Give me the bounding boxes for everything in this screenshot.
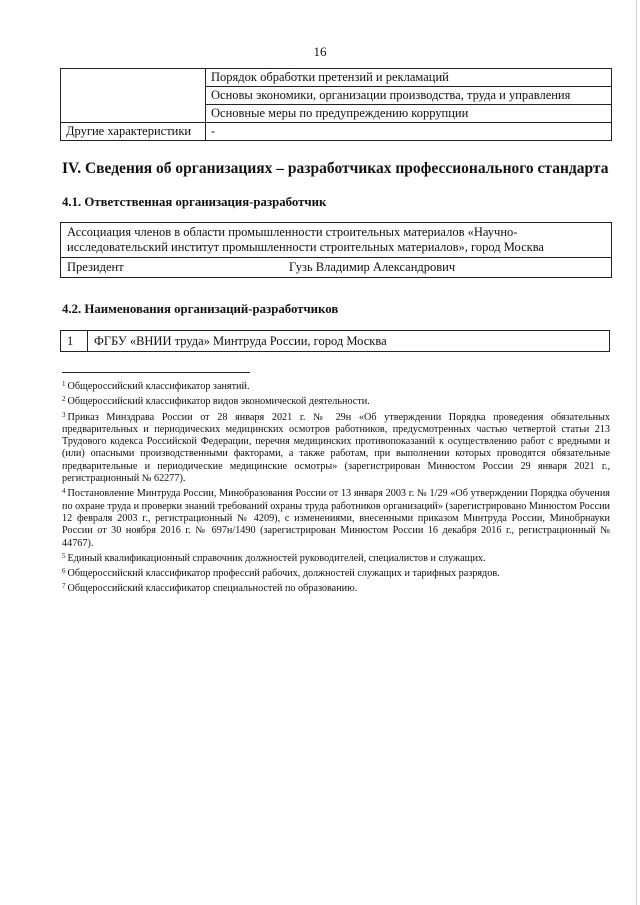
footnote bbox=[62, 485, 610, 549]
section-title: IV. Сведения об организациях – разработчиках профессионального стандарта bbox=[62, 160, 609, 177]
footnote-mark: 2 bbox=[62, 395, 66, 404]
head-role: Президент bbox=[67, 260, 124, 274]
table-row bbox=[61, 69, 612, 87]
subsection-title-4-2: 4.2. Наименования организаций-разработчиков bbox=[62, 302, 339, 316]
footnotes bbox=[62, 378, 610, 596]
footnote-text: Общероссийский классификатор занятий. bbox=[67, 381, 250, 392]
table-cell-empty bbox=[61, 69, 206, 123]
responsible-org-box bbox=[60, 222, 612, 278]
footnote-text: Единый квалификационный справочник должностей руководителей, специалистов и служащих. bbox=[67, 552, 486, 564]
footnote-mark: 3 bbox=[62, 410, 66, 419]
footnote-separator bbox=[62, 372, 250, 373]
footnote bbox=[62, 580, 610, 595]
footnote-text: Общероссийский классификатор видов экономической деятельности. bbox=[67, 396, 370, 408]
table-cell: Основы экономики, организации производства, труда и управления bbox=[206, 87, 612, 105]
scan-edge bbox=[636, 0, 637, 905]
developer-name: ФГБУ «ВНИИ труда» Минтруда России, город Москва bbox=[88, 331, 610, 352]
head-name: Гузь Владимир Александрович bbox=[289, 260, 456, 274]
row-number: 1 bbox=[61, 331, 88, 352]
table-cell: - bbox=[206, 123, 612, 141]
footnote bbox=[62, 378, 610, 393]
footnote-text: Приказ Минздрава России от 28 января 2021 г. № 29н «Об утверждении Порядка проведения обязательных предварительных и периодических медицинских осмотров работников, предусмотренных частью четвертой статьи 213 Трудового кодекса Российской Федерации, перечня медицинских противопоказаний к осуществлению работ с вредными и (или) опасными производственными факторами, а также работам, при выполнении которых проводятся обязательные предварительные и периодические медицинские осмотры» (зарегистрирован Минюстом России 29 января 2021 г., регистрационный № 62277). bbox=[62, 411, 610, 485]
footnote bbox=[62, 550, 610, 565]
table-cell-label: Другие характеристики bbox=[61, 123, 206, 141]
footnote-text: Постановление Минтруда России, Минобразования России от 13 января 2003 г. № 1/29 «Об утверждении Порядка обучения по охране труда и проверки знаний требований охраны труда работников организаций» (зарегистрировано Минюстом России 12 февраля 2003 г., регистрационный № 4209), с изменениями, внесенными приказом Минтруда России, Минобрнауки России от 30 ноября 2016 г. № 697н/1490 (зарегистрирован Минюстом России 16 декабря 2016 г., регистрационный № 44767). bbox=[62, 488, 610, 549]
org-name: Ассоциация членов в области промышленности строительных материалов «Научно-исследовательский институт промышленности строительных материалов», город Москва bbox=[67, 225, 544, 254]
subsection-title-4-1: 4.1. Ответственная организация-разработчик bbox=[62, 195, 327, 209]
footnote-mark: 1 bbox=[62, 380, 66, 388]
footnote-mark: 7 bbox=[62, 582, 66, 591]
footnote bbox=[62, 409, 610, 486]
table-cell: Основные меры по предупреждению коррупции bbox=[206, 105, 612, 123]
knowledge-table bbox=[60, 68, 612, 141]
page-number: 16 bbox=[313, 44, 327, 59]
footnote bbox=[62, 393, 610, 408]
footnote bbox=[62, 565, 610, 580]
footnote-text: Общероссийский классификатор профессий рабочих, должностей служащих и тарифных разрядов. bbox=[67, 568, 500, 580]
footnote-mark: 5 bbox=[62, 551, 66, 560]
table-cell: Порядок обработки претензий и рекламаций bbox=[206, 69, 612, 87]
footnote-text: Общероссийский классификатор специальностей по образованию. bbox=[67, 583, 358, 595]
footnote-mark: 4 bbox=[62, 487, 66, 496]
footnote-mark: 6 bbox=[62, 567, 66, 576]
table-row bbox=[61, 331, 610, 352]
developers-table bbox=[60, 330, 610, 352]
table-row bbox=[61, 123, 612, 141]
org-head-row bbox=[61, 257, 611, 277]
